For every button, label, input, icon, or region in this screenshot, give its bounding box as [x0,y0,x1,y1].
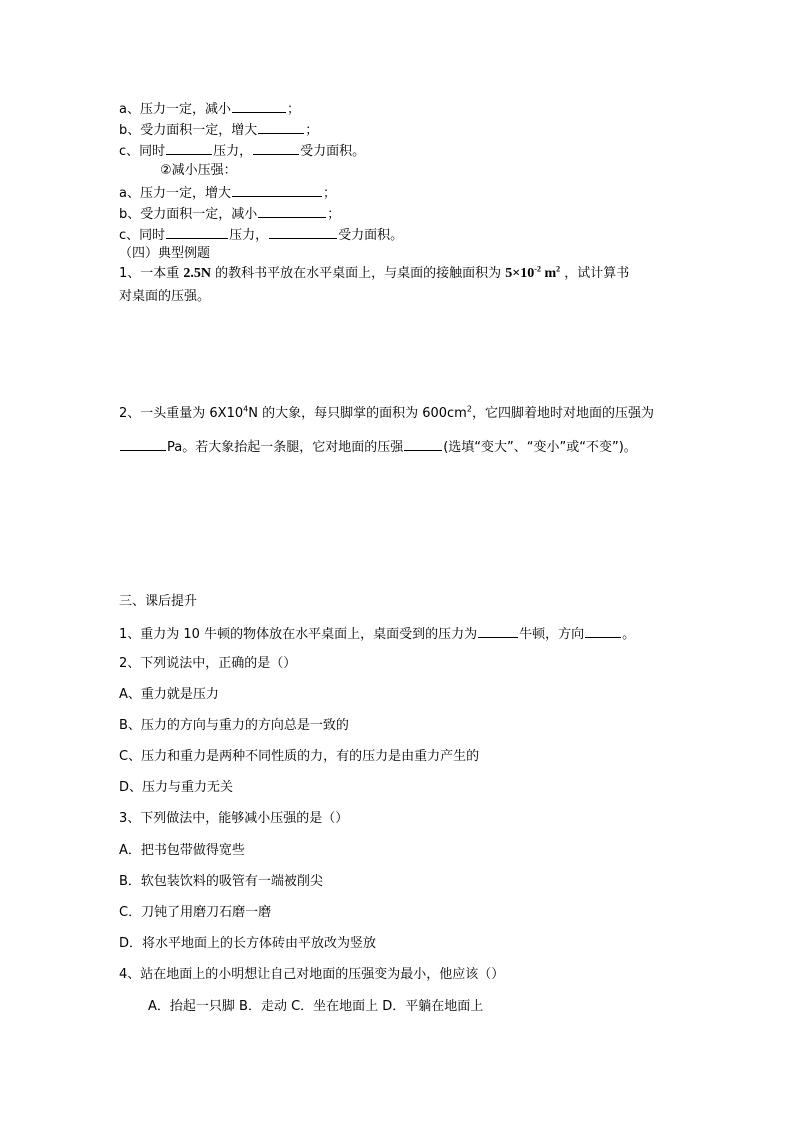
q2-option-a: A、重力就是压力 [119,687,219,702]
question-text: 1、一本重 [119,266,184,281]
increase-method-b [119,120,318,140]
increase-method-c [119,141,365,161]
after-question-4: 4、站在地面上的小明想让自己对地面的压强变为最小，他应该（） [119,967,505,982]
question-text: ，试计算书 [560,266,630,281]
q2-option-d: D、压力与重力无关 [119,780,234,795]
answer-blank[interactable] [232,99,286,113]
answer-blank[interactable] [166,141,212,155]
method-text: 受力面积。 [300,144,366,159]
after-question-2: 2、下列说法中，正确的是（） [119,656,297,671]
q3-option-c: C．刀钝了用磨刀石磨一磨 [119,905,272,920]
method-text: ； [322,186,336,201]
q3-option-b: B．软包装饮料的吸管有一端被削尖 [119,874,323,889]
area-value: $5\times 10^{-2}$ $m^2$ [505,264,561,281]
after-question-3: 3、下列做法中，能够减小压强的是（） [119,811,349,826]
method-text: ； [286,102,300,117]
question-text: N 的大象，每只脚掌的面积为 600cm [248,406,467,421]
q3-option-d: D．将水平地面上的长方体砖由平放改为竖放 [119,936,377,951]
example-question-1 [119,265,629,283]
q4-options: A．抬起一只脚 B．走动 C．坐在地面上 D．平躺在地面上 [148,999,484,1014]
q2-option-c: C、压力和重力是两种不同性质的力，有的压力是由重力产生的 [119,749,480,764]
answer-blank[interactable] [478,624,518,638]
method-text: b、受力面积一定，减小 [119,207,258,222]
examples-heading: （四）典型例题 [119,246,211,261]
answer-blank[interactable] [258,120,304,134]
question-text: 牛顿，方向 [519,627,585,642]
answer-blank[interactable] [120,437,166,451]
question-text: 2、一头重量为 6X10 [119,406,244,421]
method-text: ； [305,123,319,138]
q2-option-b: B、压力的方向与重力的方向总是一致的 [119,718,349,733]
example-question-2: 2、一头重量为 $6X10^4N$ 的大象，每只脚掌的面积为 $600cm^2$，它四脚着地时对地面的压强为 [119,404,654,421]
question-text: Pa。若大象抬起一条腿，它对地面的压强 [167,440,404,455]
answer-blank[interactable] [232,183,322,197]
answer-blank[interactable] [269,225,337,239]
method-text: 受力面积。 [338,228,404,243]
answer-blank[interactable] [258,204,326,218]
method-text: a、压力一定，减小 [119,102,231,117]
answer-blank[interactable] [166,225,228,239]
method-text: 压力， [229,228,269,243]
question-text: 的教科书平放在水平桌面上，与桌面的接触面积为 [211,266,506,281]
question-text: ，它四脚着地时对地面的压强为 [471,406,654,421]
example-question-1-line2: 对桌面的压强。 [119,289,211,304]
question-text: 。 [622,627,636,642]
answer-blank[interactable] [585,624,621,638]
method-text: a、压力一定，增大 [119,186,231,201]
method-text: b、受力面积一定，增大 [119,123,258,138]
method-text: 压力， [213,144,253,159]
method-text: c、同时 [119,228,166,243]
increase-method-a [119,99,300,119]
decrease-method-c [119,225,403,245]
answer-blank[interactable] [404,437,442,451]
example-question-2-line2 [119,437,637,457]
weight-value: 2.5N [183,266,212,281]
after-class-heading: 三、课后提升 [119,594,198,609]
method-text: ； [327,207,341,222]
after-question-1 [119,624,635,644]
q3-option-a: A．把书包带做得宽些 [119,843,245,858]
decrease-method-a [119,183,336,203]
answer-blank[interactable] [253,141,299,155]
question-text: 1、重力为 10 牛顿的物体放在水平桌面上，桌面受到的压力为 [119,627,478,642]
decrease-heading: ②减小压强： [160,163,237,178]
decrease-method-b [119,204,340,224]
method-text: c、同时 [119,144,166,159]
question-text: (选填“变大”、“变小”或“不变”)。 [443,440,637,455]
